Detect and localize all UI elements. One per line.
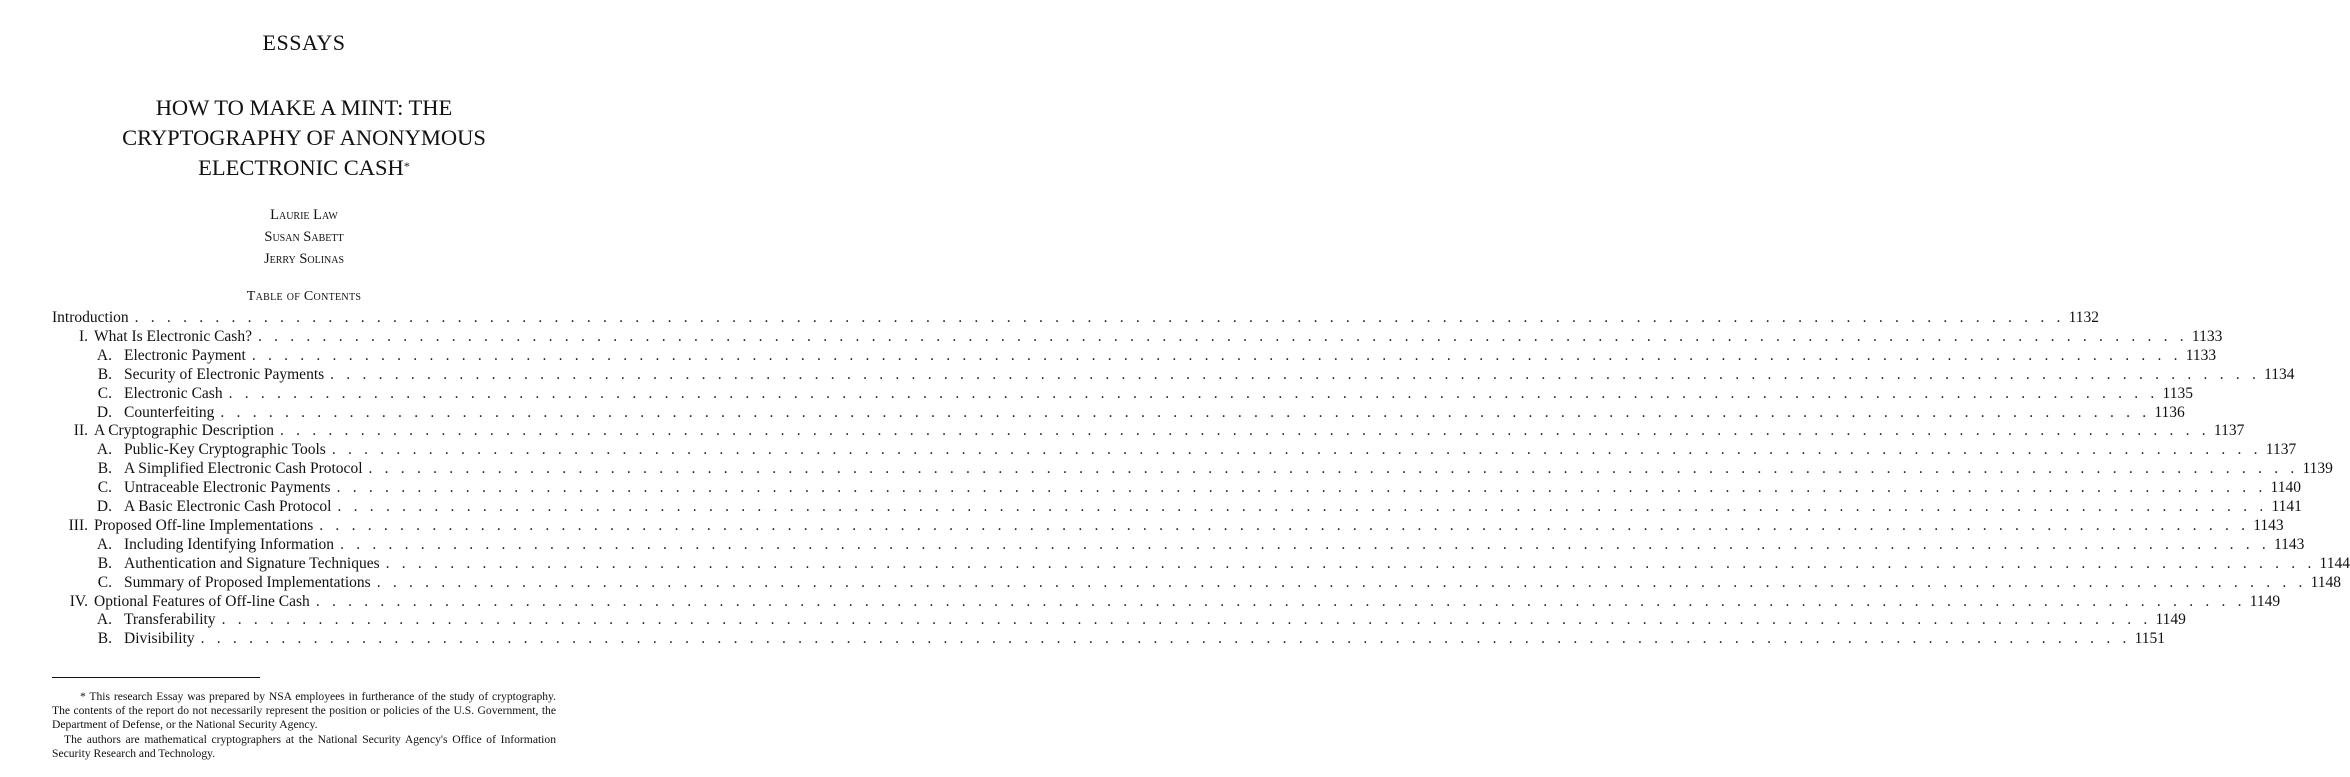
toc-entry-title: Including Identifying Information bbox=[124, 535, 335, 553]
toc-entry bbox=[90, 440, 2297, 460]
toc-entry-page: 1133 bbox=[2185, 346, 2217, 364]
essay-title bbox=[0, 93, 608, 183]
footnote-separator bbox=[52, 677, 260, 678]
title-line-2: CRYPTOGRAPHY OF ANONYMOUS bbox=[122, 125, 486, 150]
toc-entry bbox=[90, 459, 2333, 479]
toc-entry-number: B. bbox=[97, 460, 112, 478]
toc-entry-page: 1132 bbox=[2068, 309, 2099, 326]
toc-entry-number: B. bbox=[97, 365, 112, 383]
toc-entry-page: 1143 bbox=[2253, 516, 2284, 534]
toc-entry-number: III. bbox=[68, 516, 88, 534]
toc-entry bbox=[60, 421, 2245, 441]
section-label: ESSAYS bbox=[262, 30, 346, 55]
toc-entry-number: IV. bbox=[69, 592, 88, 610]
toc-entry-title: Proposed Off-line Implementations bbox=[94, 516, 314, 534]
toc-entry-page: 1141 bbox=[2271, 498, 2302, 515]
toc-dot-leader: . . . . . . . . . . . . . . . . . . . . . . . . . . . . . . . . . . . . . . . . . . . . . . . . . . . . . . . . . . . . . . . . . . . . . . . . . . . . . . . . . . . . . . . . . . . . . . . . . . . . . . . . . . . . . . . . . . . . . . . . bbox=[331, 441, 2262, 459]
toc-entry-page: 1133 bbox=[2191, 327, 2223, 345]
toc-entry bbox=[90, 629, 2165, 649]
toc-dot-leader: . . . . . . . . . . . . . . . . . . . . . . . . . . . . . . . . . . . . . . . . . . . . . . . . . . . . . . . . . . . . . . . . . . . . . . . . . . . . . . . . . . . . . . . . . . . . . . . . . . . . . . . . . . . . . . . . . . . . . . . . bbox=[368, 460, 2299, 478]
toc-entry-title: Divisibility bbox=[124, 630, 195, 648]
toc-entry-number: B. bbox=[97, 630, 112, 648]
toc-entry-number: A. bbox=[96, 611, 112, 629]
toc-dot-leader: . . . . . . . . . . . . . . . . . . . . . . . . . . . . . . . . . . . . . . . . . . . . . . . . . . . . . . . . . . . . . . . . . . . . . . . . . . . . . . . . . . . . . . . . . . . . . . . . . . . . . . . . . . . . . . . . . . . . . . . . bbox=[134, 309, 2065, 326]
toc-entry-number: II. bbox=[73, 422, 88, 440]
toc-heading: Table of Contents bbox=[246, 289, 362, 304]
toc-entry-number: D. bbox=[96, 498, 112, 515]
title-line-1: HOW TO MAKE A MINT: THE bbox=[155, 95, 453, 120]
toc-dot-leader: . . . . . . . . . . . . . . . . . . . . . . . . . . . . . . . . . . . . . . . . . . . . . . . . . . . . . . . . . . . . . . . . . . . . . . . . . . . . . . . . . . . . . . . . . . . . . . . . . . . . . . . . . . . . . . . . . . . . . . . . bbox=[251, 346, 2182, 364]
toc-entry-page: 1151 bbox=[2134, 630, 2165, 648]
toc-entry bbox=[90, 384, 2193, 404]
toc-entry bbox=[90, 610, 2186, 630]
toc-dot-leader: . . . . . . . . . . . . . . . . . . . . . . . . . . . . . . . . . . . . . . . . . . . . . . . . . . . . . . . . . . . . . . . . . . . . . . . . . . . . . . . . . . . . . . . . . . . . . . . . . . . . . . . . . . . . . . . . . . . . . . . . bbox=[315, 592, 2246, 610]
toc-entry-title: Electronic Payment bbox=[124, 346, 246, 364]
toc-entry-page: 1149 bbox=[2155, 611, 2186, 629]
toc-entry-number: B. bbox=[97, 554, 112, 572]
toc-dot-leader: . . . . . . . . . . . . . . . . . . . . . . . . . . . . . . . . . . . . . . . . . . . . . . . . . . . . . . . . . . . . . . . . . . . . . . . . . . . . . . . . . . . . . . . . . . . . . . . . . . . . . . . . . . . . . . . . . . . . . . . . bbox=[376, 573, 2307, 591]
toc-entry-title: What Is Electronic Cash? bbox=[94, 327, 252, 345]
toc-dot-leader: . . . . . . . . . . . . . . . . . . . . . . . . . . . . . . . . . . . . . . . . . . . . . . . . . . . . . . . . . . . . . . . . . . . . . . . . . . . . . . . . . . . . . . . . . . . . . . . . . . . . . . . . . . . . . . . . . . . . . . . . bbox=[279, 422, 2210, 440]
title-footnote-marker: * bbox=[403, 159, 410, 173]
toc-entry-page: 1139 bbox=[2302, 460, 2333, 478]
toc-entry bbox=[90, 346, 2217, 366]
author-1: Laurie Law bbox=[270, 207, 338, 223]
toc-entry-title: A Simplified Electronic Cash Protocol bbox=[124, 460, 363, 478]
toc-dot-leader: . . . . . . . . . . . . . . . . . . . . . . . . . . . . . . . . . . . . . . . . . . . . . . . . . . . . . . . . . . . . . . . . . . . . . . . . . . . . . . . . . . . . . . . . . . . . . . . . . . . . . . . . . . . . . . . . . . . . . . . . bbox=[200, 630, 2131, 648]
toc-entry-title: Summary of Proposed Implementations bbox=[124, 573, 371, 591]
toc-entry-title: Authentication and Signature Techniques bbox=[124, 554, 380, 572]
toc-entry-title: Untraceable Electronic Payments bbox=[124, 479, 331, 497]
toc-entry-title: Counterfeiting bbox=[124, 403, 215, 421]
toc-entry bbox=[52, 308, 2099, 328]
toc-entry bbox=[60, 592, 2281, 612]
toc-entry-page: 1143 bbox=[2274, 535, 2305, 553]
footnote-1: * This research Essay was prepared by NSA employees in furtherance of the study of cryptography. The contents of the report do not necessarily represent the position or policies of the U.S. Government, the Department of Defense, or the National Security Agency. bbox=[52, 690, 556, 731]
toc-entry-title: Electronic Cash bbox=[124, 384, 223, 402]
toc-entry-page: 1136 bbox=[2154, 403, 2185, 421]
toc-entry bbox=[90, 554, 2350, 574]
author-list bbox=[0, 204, 608, 270]
toc-entry-page: 1148 bbox=[2310, 573, 2342, 591]
toc-dot-leader: . . . . . . . . . . . . . . . . . . . . . . . . . . . . . . . . . . . . . . . . . . . . . . . . . . . . . . . . . . . . . . . . . . . . . . . . . . . . . . . . . . . . . . . . . . . . . . . . . . . . . . . . . . . . . . . . . . . . . . . . bbox=[319, 516, 2250, 534]
toc-entry-page: 1137 bbox=[2265, 441, 2297, 459]
author-2: Susan Sabett bbox=[264, 229, 344, 245]
toc-entry bbox=[60, 327, 2223, 347]
toc-dot-leader: . . . . . . . . . . . . . . . . . . . . . . . . . . . . . . . . . . . . . . . . . . . . . . . . . . . . . . . . . . . . . . . . . . . . . . . . . . . . . . . . . . . . . . . . . . . . . . . . . . . . . . . . . . . . . . . . . . . . . . . . bbox=[340, 535, 2270, 553]
toc-entry-page: 1144 bbox=[2319, 554, 2350, 572]
toc-entry-number: A. bbox=[96, 346, 112, 364]
toc-entry-title: A Cryptographic Description bbox=[94, 422, 274, 440]
toc-entry-page: 1140 bbox=[2270, 479, 2301, 497]
toc-dot-leader: . . . . . . . . . . . . . . . . . . . . . . . . . . . . . . . . . . . . . . . . . . . . . . . . . . . . . . . . . . . . . . . . . . . . . . . . . . . . . . . . . . . . . . . . . . . . . . . . . . . . . . . . . . . . . . . . . . . . . . . . bbox=[228, 384, 2159, 402]
title-line-3-text: ELECTRONIC CASH bbox=[198, 155, 404, 180]
toc-entry-number: C. bbox=[97, 384, 112, 402]
toc-entry bbox=[90, 478, 2301, 498]
toc-entry bbox=[60, 516, 2284, 536]
toc-entry-number: I. bbox=[78, 327, 88, 345]
toc-dot-leader: . . . . . . . . . . . . . . . . . . . . . . . . . . . . . . . . . . . . . . . . . . . . . . . . . . . . . . . . . . . . . . . . . . . . . . . . . . . . . . . . . . . . . . . . . . . . . . . . . . . . . . . . . . . . . . . . . . . . . . . . bbox=[220, 403, 2151, 421]
toc-entry-page: 1135 bbox=[2162, 384, 2193, 402]
footnote-2: The authors are mathematical cryptographers at the National Security Agency's Office of Information Security Research and Technology. bbox=[52, 733, 556, 760]
toc-dot-leader: . . . . . . . . . . . . . . . . . . . . . . . . . . . . . . . . . . . . . . . . . . . . . . . . . . . . . . . . . . . . . . . . . . . . . . . . . . . . . . . . . . . . . . . . . . . . . . . . . . . . . . . . . . . . . . . . . . . . . . . . bbox=[385, 554, 2316, 572]
toc-dot-leader: . . . . . . . . . . . . . . . . . . . . . . . . . . . . . . . . . . . . . . . . . . . . . . . . . . . . . . . . . . . . . . . . . . . . . . . . . . . . . . . . . . . . . . . . . . . . . . . . . . . . . . . . . . . . . . . . . . . . . . . . bbox=[221, 611, 2152, 629]
toc-entry bbox=[90, 403, 2185, 423]
title-line-3 bbox=[0, 153, 608, 183]
toc-dot-leader: . . . . . . . . . . . . . . . . . . . . . . . . . . . . . . . . . . . . . . . . . . . . . . . . . . . . . . . . . . . . . . . . . . . . . . . . . . . . . . . . . . . . . . . . . . . . . . . . . . . . . . . . . . . . . . . . . . . . . . . . bbox=[330, 365, 2261, 383]
toc-entry-title: A Basic Electronic Cash Protocol bbox=[124, 498, 332, 515]
toc-entry-number: A. bbox=[96, 535, 112, 553]
toc-entry-title: Security of Electronic Payments bbox=[124, 365, 325, 383]
toc-entry-number: D. bbox=[96, 403, 112, 421]
toc-dot-leader: . . . . . . . . . . . . . . . . . . . . . . . . . . . . . . . . . . . . . . . . . . . . . . . . . . . . . . . . . . . . . . . . . . . . . . . . . . . . . . . . . . . . . . . . . . . . . . . . . . . . . . . . . . . . . . . . . . . . . . . . bbox=[336, 479, 2267, 497]
toc-entry-title: Introduction bbox=[52, 309, 129, 326]
toc-entry-title: Public-Key Cryptographic Tools bbox=[124, 441, 326, 459]
toc-entry-number: A. bbox=[96, 441, 112, 459]
toc-dot-leader: . . . . . . . . . . . . . . . . . . . . . . . . . . . . . . . . . . . . . . . . . . . . . . . . . . . . . . . . . . . . . . . . . . . . . . . . . . . . . . . . . . . . . . . . . . . . . . . . . . . . . . . . . . . . . . . . . . . . . . . . bbox=[337, 498, 2268, 515]
toc-entry-number: C. bbox=[97, 573, 112, 591]
toc-entry bbox=[90, 365, 2295, 385]
toc-entry bbox=[90, 573, 2342, 593]
toc-entry bbox=[90, 535, 2305, 555]
toc-entry-page: 1149 bbox=[2249, 592, 2281, 610]
toc-entry-title: Transferability bbox=[124, 611, 216, 629]
toc-entry-title: Optional Features of Off-line Cash bbox=[94, 592, 310, 610]
toc-entry-page: 1137 bbox=[2213, 422, 2245, 440]
toc-entry bbox=[90, 497, 2302, 517]
toc-entry-page: 1134 bbox=[2264, 365, 2295, 383]
toc-entry-number: C. bbox=[97, 479, 112, 497]
toc-dot-leader: . . . . . . . . . . . . . . . . . . . . . . . . . . . . . . . . . . . . . . . . . . . . . . . . . . . . . . . . . . . . . . . . . . . . . . . . . . . . . . . . . . . . . . . . . . . . . . . . . . . . . . . . . . . . . . . . . . . . . . . . bbox=[257, 327, 2188, 345]
author-3: Jerry Solinas bbox=[263, 251, 345, 267]
